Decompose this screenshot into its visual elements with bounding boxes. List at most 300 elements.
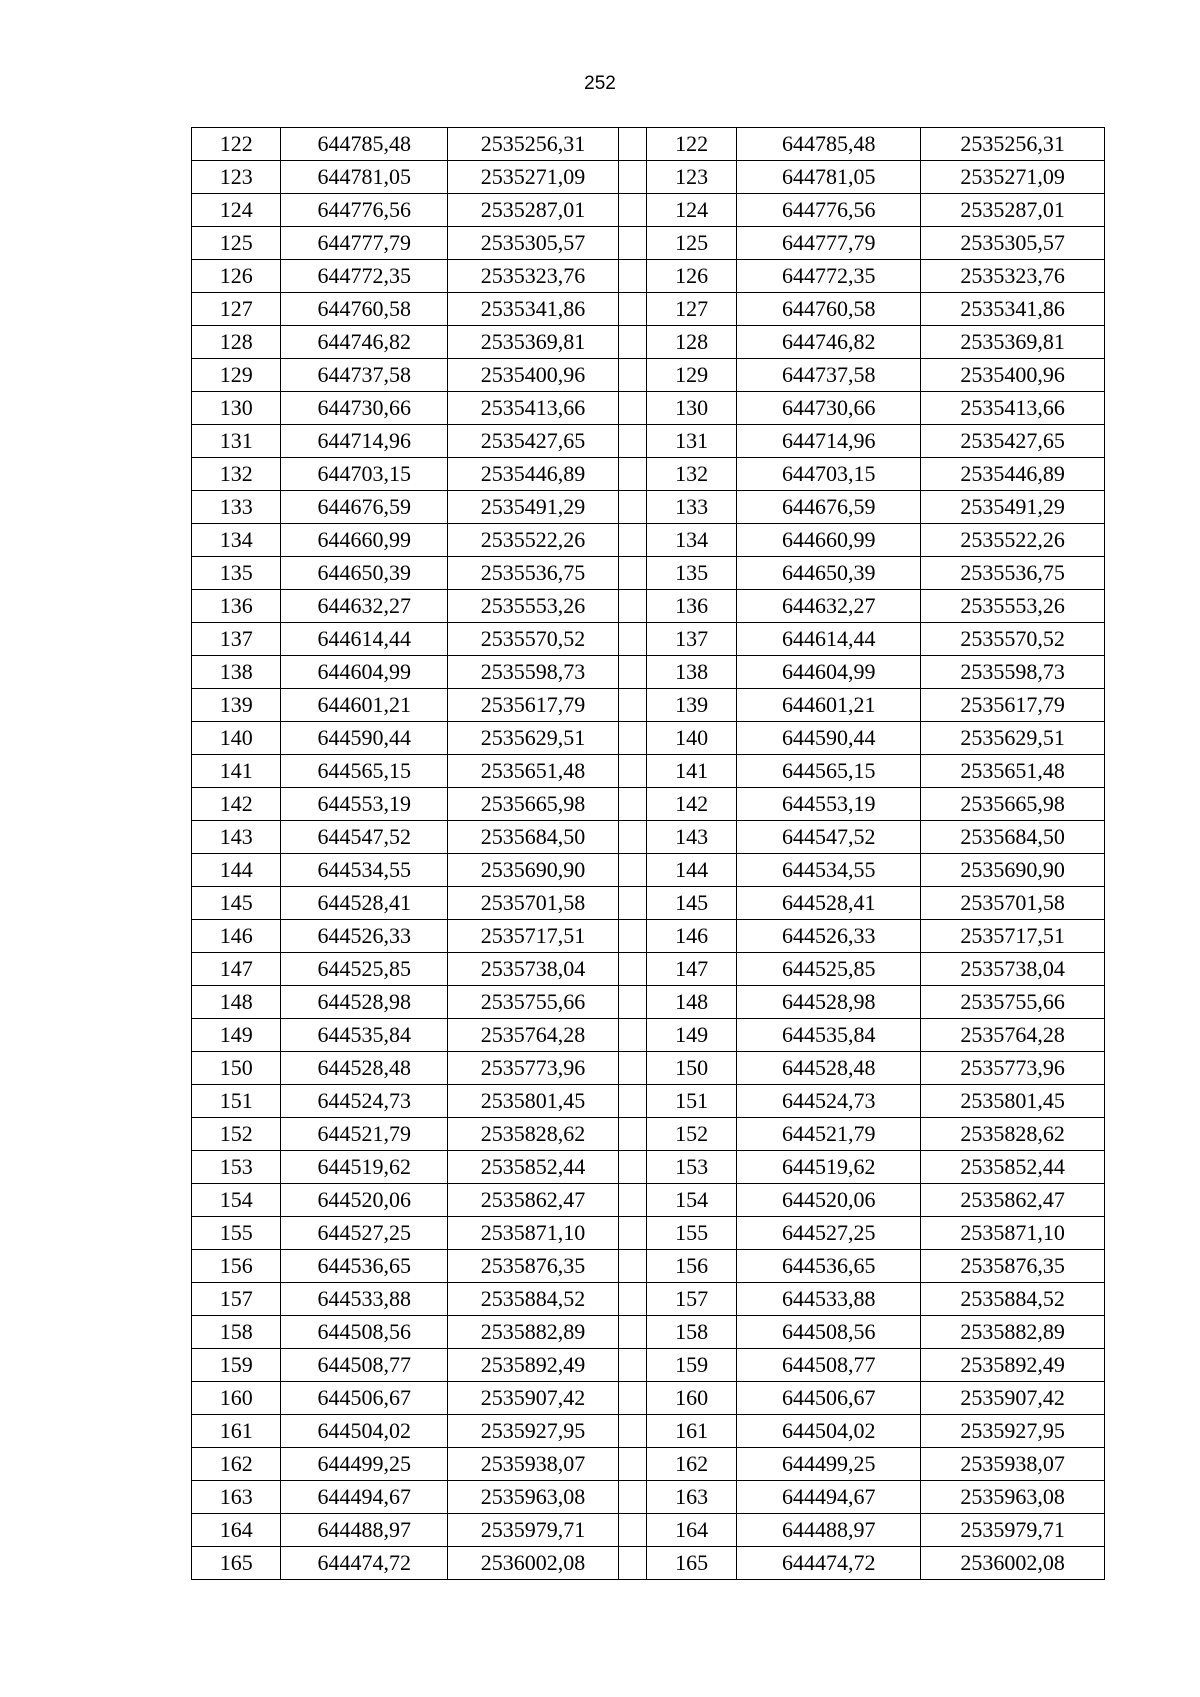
table-row — [192, 392, 1105, 425]
left-x-coordinate-cell: 644525,85 — [281, 953, 448, 986]
right-x-coordinate-cell: 644676,59 — [737, 491, 921, 524]
spacer-cell — [618, 557, 646, 590]
right-x-coordinate-cell: 644527,25 — [737, 1217, 921, 1250]
right-y-coordinate-cell: 2535287,01 — [921, 194, 1105, 227]
right-y-coordinate-cell: 2535852,44 — [921, 1151, 1105, 1184]
right-y-coordinate-cell: 2536002,08 — [921, 1547, 1105, 1580]
table-row — [192, 1316, 1105, 1349]
right-x-coordinate-cell: 644781,05 — [737, 161, 921, 194]
right-x-coordinate-cell: 644601,21 — [737, 689, 921, 722]
right-x-coordinate-cell: 644534,55 — [737, 854, 921, 887]
table-row — [192, 1547, 1105, 1580]
right-point-number-cell: 158 — [646, 1316, 736, 1349]
left-x-coordinate-cell: 644565,15 — [281, 755, 448, 788]
right-x-coordinate-cell: 644553,19 — [737, 788, 921, 821]
table-row — [192, 260, 1105, 293]
spacer-cell — [618, 1547, 646, 1580]
spacer-cell — [618, 1118, 646, 1151]
left-y-coordinate-cell: 2535617,79 — [448, 689, 619, 722]
left-y-coordinate-cell: 2535570,52 — [448, 623, 619, 656]
left-point-number-cell: 163 — [192, 1481, 281, 1514]
right-x-coordinate-cell: 644533,88 — [737, 1283, 921, 1316]
spacer-cell — [618, 1415, 646, 1448]
right-x-coordinate-cell: 644508,56 — [737, 1316, 921, 1349]
right-point-number-cell: 126 — [646, 260, 736, 293]
spacer-cell — [618, 194, 646, 227]
left-y-coordinate-cell: 2535871,10 — [448, 1217, 619, 1250]
left-point-number-cell: 158 — [192, 1316, 281, 1349]
spacer-cell — [618, 458, 646, 491]
table-row — [192, 1019, 1105, 1052]
right-y-coordinate-cell: 2535862,47 — [921, 1184, 1105, 1217]
left-point-number-cell: 153 — [192, 1151, 281, 1184]
right-point-number-cell: 162 — [646, 1448, 736, 1481]
left-x-coordinate-cell: 644528,48 — [281, 1052, 448, 1085]
left-point-number-cell: 135 — [192, 557, 281, 590]
left-y-coordinate-cell: 2535553,26 — [448, 590, 619, 623]
spacer-cell — [618, 953, 646, 986]
table-row — [192, 821, 1105, 854]
spacer-cell — [618, 623, 646, 656]
right-y-coordinate-cell: 2535963,08 — [921, 1481, 1105, 1514]
left-x-coordinate-cell: 644508,56 — [281, 1316, 448, 1349]
right-x-coordinate-cell: 644776,56 — [737, 194, 921, 227]
right-point-number-cell: 146 — [646, 920, 736, 953]
spacer-cell — [618, 722, 646, 755]
left-point-number-cell: 148 — [192, 986, 281, 1019]
right-point-number-cell: 149 — [646, 1019, 736, 1052]
right-point-number-cell: 138 — [646, 656, 736, 689]
left-point-number-cell: 128 — [192, 326, 281, 359]
spacer-cell — [618, 1019, 646, 1052]
table-row — [192, 227, 1105, 260]
right-point-number-cell: 160 — [646, 1382, 736, 1415]
spacer-cell — [618, 590, 646, 623]
right-x-coordinate-cell: 644488,97 — [737, 1514, 921, 1547]
spacer-cell — [618, 359, 646, 392]
right-x-coordinate-cell: 644519,62 — [737, 1151, 921, 1184]
left-y-coordinate-cell: 2535963,08 — [448, 1481, 619, 1514]
right-y-coordinate-cell: 2535617,79 — [921, 689, 1105, 722]
left-y-coordinate-cell: 2535755,66 — [448, 986, 619, 1019]
right-y-coordinate-cell: 2535690,90 — [921, 854, 1105, 887]
table-row — [192, 1217, 1105, 1250]
table-row — [192, 1085, 1105, 1118]
left-y-coordinate-cell: 2535927,95 — [448, 1415, 619, 1448]
right-point-number-cell: 157 — [646, 1283, 736, 1316]
spacer-cell — [618, 986, 646, 1019]
table-row — [192, 788, 1105, 821]
left-point-number-cell: 125 — [192, 227, 281, 260]
spacer-cell — [618, 788, 646, 821]
left-y-coordinate-cell: 2535341,86 — [448, 293, 619, 326]
spacer-cell — [618, 1448, 646, 1481]
table-row — [192, 1481, 1105, 1514]
left-y-coordinate-cell: 2535369,81 — [448, 326, 619, 359]
right-point-number-cell: 148 — [646, 986, 736, 1019]
left-point-number-cell: 126 — [192, 260, 281, 293]
left-y-coordinate-cell: 2535323,76 — [448, 260, 619, 293]
table-row — [192, 326, 1105, 359]
right-x-coordinate-cell: 644703,15 — [737, 458, 921, 491]
left-point-number-cell: 161 — [192, 1415, 281, 1448]
left-point-number-cell: 129 — [192, 359, 281, 392]
right-point-number-cell: 151 — [646, 1085, 736, 1118]
left-y-coordinate-cell: 2535862,47 — [448, 1184, 619, 1217]
table-row — [192, 1349, 1105, 1382]
table-row — [192, 986, 1105, 1019]
spacer-cell — [618, 392, 646, 425]
right-point-number-cell: 142 — [646, 788, 736, 821]
left-x-coordinate-cell: 644528,98 — [281, 986, 448, 1019]
right-y-coordinate-cell: 2535446,89 — [921, 458, 1105, 491]
left-y-coordinate-cell: 2535884,52 — [448, 1283, 619, 1316]
left-y-coordinate-cell: 2536002,08 — [448, 1547, 619, 1580]
right-x-coordinate-cell: 644506,67 — [737, 1382, 921, 1415]
page-number: 252 — [584, 73, 616, 94]
spacer-cell — [618, 1514, 646, 1547]
left-x-coordinate-cell: 644504,02 — [281, 1415, 448, 1448]
spacer-cell — [618, 1217, 646, 1250]
right-point-number-cell: 163 — [646, 1481, 736, 1514]
left-x-coordinate-cell: 644590,44 — [281, 722, 448, 755]
left-y-coordinate-cell: 2535271,09 — [448, 161, 619, 194]
right-x-coordinate-cell: 644632,27 — [737, 590, 921, 623]
left-y-coordinate-cell: 2535598,73 — [448, 656, 619, 689]
right-point-number-cell: 141 — [646, 755, 736, 788]
left-x-coordinate-cell: 644781,05 — [281, 161, 448, 194]
left-x-coordinate-cell: 644660,99 — [281, 524, 448, 557]
spacer-cell — [618, 128, 646, 161]
right-y-coordinate-cell: 2535738,04 — [921, 953, 1105, 986]
left-y-coordinate-cell: 2535522,26 — [448, 524, 619, 557]
spacer-cell — [618, 491, 646, 524]
right-x-coordinate-cell: 644504,02 — [737, 1415, 921, 1448]
spacer-cell — [618, 656, 646, 689]
right-x-coordinate-cell: 644508,77 — [737, 1349, 921, 1382]
left-point-number-cell: 156 — [192, 1250, 281, 1283]
right-y-coordinate-cell: 2535491,29 — [921, 491, 1105, 524]
right-x-coordinate-cell: 644535,84 — [737, 1019, 921, 1052]
left-point-number-cell: 131 — [192, 425, 281, 458]
right-y-coordinate-cell: 2535717,51 — [921, 920, 1105, 953]
spacer-cell — [618, 821, 646, 854]
spacer-cell — [618, 1052, 646, 1085]
left-y-coordinate-cell: 2535427,65 — [448, 425, 619, 458]
spacer-cell — [618, 854, 646, 887]
right-point-number-cell: 143 — [646, 821, 736, 854]
right-y-coordinate-cell: 2535341,86 — [921, 293, 1105, 326]
right-y-coordinate-cell: 2535938,07 — [921, 1448, 1105, 1481]
left-y-coordinate-cell: 2535738,04 — [448, 953, 619, 986]
table-row — [192, 359, 1105, 392]
right-point-number-cell: 156 — [646, 1250, 736, 1283]
right-point-number-cell: 152 — [646, 1118, 736, 1151]
left-point-number-cell: 134 — [192, 524, 281, 557]
right-point-number-cell: 145 — [646, 887, 736, 920]
right-x-coordinate-cell: 644604,99 — [737, 656, 921, 689]
table-row — [192, 1151, 1105, 1184]
table-row — [192, 1250, 1105, 1283]
right-x-coordinate-cell: 644525,85 — [737, 953, 921, 986]
left-point-number-cell: 165 — [192, 1547, 281, 1580]
left-y-coordinate-cell: 2535882,89 — [448, 1316, 619, 1349]
left-x-coordinate-cell: 644499,25 — [281, 1448, 448, 1481]
table-row — [192, 953, 1105, 986]
right-y-coordinate-cell: 2535927,95 — [921, 1415, 1105, 1448]
table-row — [192, 722, 1105, 755]
table-row — [192, 920, 1105, 953]
right-point-number-cell: 132 — [646, 458, 736, 491]
right-point-number-cell: 136 — [646, 590, 736, 623]
left-x-coordinate-cell: 644488,97 — [281, 1514, 448, 1547]
left-point-number-cell: 152 — [192, 1118, 281, 1151]
left-y-coordinate-cell: 2535892,49 — [448, 1349, 619, 1382]
right-point-number-cell: 139 — [646, 689, 736, 722]
right-x-coordinate-cell: 644565,15 — [737, 755, 921, 788]
right-y-coordinate-cell: 2535629,51 — [921, 722, 1105, 755]
right-y-coordinate-cell: 2535413,66 — [921, 392, 1105, 425]
spacer-cell — [618, 887, 646, 920]
table-row — [192, 293, 1105, 326]
left-y-coordinate-cell: 2535979,71 — [448, 1514, 619, 1547]
left-x-coordinate-cell: 644776,56 — [281, 194, 448, 227]
left-x-coordinate-cell: 644604,99 — [281, 656, 448, 689]
right-point-number-cell: 153 — [646, 1151, 736, 1184]
right-x-coordinate-cell: 644660,99 — [737, 524, 921, 557]
right-point-number-cell: 135 — [646, 557, 736, 590]
right-x-coordinate-cell: 644494,67 — [737, 1481, 921, 1514]
spacer-cell — [618, 1481, 646, 1514]
left-point-number-cell: 139 — [192, 689, 281, 722]
left-y-coordinate-cell: 2535717,51 — [448, 920, 619, 953]
right-x-coordinate-cell: 644520,06 — [737, 1184, 921, 1217]
right-y-coordinate-cell: 2535884,52 — [921, 1283, 1105, 1316]
left-y-coordinate-cell: 2535413,66 — [448, 392, 619, 425]
left-point-number-cell: 136 — [192, 590, 281, 623]
right-point-number-cell: 155 — [646, 1217, 736, 1250]
right-point-number-cell: 124 — [646, 194, 736, 227]
left-y-coordinate-cell: 2535690,90 — [448, 854, 619, 887]
left-x-coordinate-cell: 644519,62 — [281, 1151, 448, 1184]
right-x-coordinate-cell: 644737,58 — [737, 359, 921, 392]
left-point-number-cell: 159 — [192, 1349, 281, 1382]
coordinates-table-body — [192, 128, 1105, 1580]
left-x-coordinate-cell: 644730,66 — [281, 392, 448, 425]
table-row — [192, 425, 1105, 458]
right-y-coordinate-cell: 2535553,26 — [921, 590, 1105, 623]
left-y-coordinate-cell: 2535852,44 — [448, 1151, 619, 1184]
left-y-coordinate-cell: 2535938,07 — [448, 1448, 619, 1481]
right-point-number-cell: 123 — [646, 161, 736, 194]
right-y-coordinate-cell: 2535305,57 — [921, 227, 1105, 260]
right-point-number-cell: 165 — [646, 1547, 736, 1580]
right-x-coordinate-cell: 644772,35 — [737, 260, 921, 293]
left-point-number-cell: 149 — [192, 1019, 281, 1052]
right-x-coordinate-cell: 644760,58 — [737, 293, 921, 326]
spacer-cell — [618, 293, 646, 326]
right-point-number-cell: 129 — [646, 359, 736, 392]
table-row — [192, 1184, 1105, 1217]
left-point-number-cell: 137 — [192, 623, 281, 656]
left-point-number-cell: 154 — [192, 1184, 281, 1217]
spacer-cell — [618, 1283, 646, 1316]
left-x-coordinate-cell: 644508,77 — [281, 1349, 448, 1382]
left-x-coordinate-cell: 644526,33 — [281, 920, 448, 953]
right-x-coordinate-cell: 644528,98 — [737, 986, 921, 1019]
left-point-number-cell: 157 — [192, 1283, 281, 1316]
left-x-coordinate-cell: 644527,25 — [281, 1217, 448, 1250]
spacer-cell — [618, 1382, 646, 1415]
right-x-coordinate-cell: 644528,48 — [737, 1052, 921, 1085]
left-point-number-cell: 130 — [192, 392, 281, 425]
left-x-coordinate-cell: 644528,41 — [281, 887, 448, 920]
left-y-coordinate-cell: 2535801,45 — [448, 1085, 619, 1118]
left-point-number-cell: 143 — [192, 821, 281, 854]
left-point-number-cell: 145 — [192, 887, 281, 920]
table-row — [192, 1514, 1105, 1547]
right-point-number-cell: 133 — [646, 491, 736, 524]
right-y-coordinate-cell: 2535684,50 — [921, 821, 1105, 854]
left-y-coordinate-cell: 2535876,35 — [448, 1250, 619, 1283]
right-x-coordinate-cell: 644714,96 — [737, 425, 921, 458]
table-row — [192, 1118, 1105, 1151]
right-y-coordinate-cell: 2535892,49 — [921, 1349, 1105, 1382]
right-x-coordinate-cell: 644547,52 — [737, 821, 921, 854]
right-x-coordinate-cell: 644614,44 — [737, 623, 921, 656]
left-x-coordinate-cell: 644714,96 — [281, 425, 448, 458]
left-y-coordinate-cell: 2535629,51 — [448, 722, 619, 755]
table-row — [192, 557, 1105, 590]
table-row — [192, 161, 1105, 194]
right-point-number-cell: 147 — [646, 953, 736, 986]
left-y-coordinate-cell: 2535491,29 — [448, 491, 619, 524]
left-x-coordinate-cell: 644506,67 — [281, 1382, 448, 1415]
left-point-number-cell: 160 — [192, 1382, 281, 1415]
left-point-number-cell: 142 — [192, 788, 281, 821]
right-x-coordinate-cell: 644650,39 — [737, 557, 921, 590]
right-y-coordinate-cell: 2535536,75 — [921, 557, 1105, 590]
table-row — [192, 656, 1105, 689]
left-y-coordinate-cell: 2535828,62 — [448, 1118, 619, 1151]
right-y-coordinate-cell: 2535598,73 — [921, 656, 1105, 689]
left-x-coordinate-cell: 644632,27 — [281, 590, 448, 623]
left-point-number-cell: 140 — [192, 722, 281, 755]
spacer-cell — [618, 260, 646, 293]
right-x-coordinate-cell: 644474,72 — [737, 1547, 921, 1580]
right-y-coordinate-cell: 2535701,58 — [921, 887, 1105, 920]
right-y-coordinate-cell: 2535755,66 — [921, 986, 1105, 1019]
right-y-coordinate-cell: 2535882,89 — [921, 1316, 1105, 1349]
left-y-coordinate-cell: 2535446,89 — [448, 458, 619, 491]
left-point-number-cell: 162 — [192, 1448, 281, 1481]
left-y-coordinate-cell: 2535305,57 — [448, 227, 619, 260]
right-x-coordinate-cell: 644528,41 — [737, 887, 921, 920]
table-row — [192, 458, 1105, 491]
right-x-coordinate-cell: 644777,79 — [737, 227, 921, 260]
left-y-coordinate-cell: 2535256,31 — [448, 128, 619, 161]
right-y-coordinate-cell: 2535979,71 — [921, 1514, 1105, 1547]
left-x-coordinate-cell: 644536,65 — [281, 1250, 448, 1283]
left-x-coordinate-cell: 644746,82 — [281, 326, 448, 359]
right-y-coordinate-cell: 2535876,35 — [921, 1250, 1105, 1283]
left-y-coordinate-cell: 2535665,98 — [448, 788, 619, 821]
left-point-number-cell: 144 — [192, 854, 281, 887]
right-y-coordinate-cell: 2535256,31 — [921, 128, 1105, 161]
right-y-coordinate-cell: 2535522,26 — [921, 524, 1105, 557]
left-point-number-cell: 124 — [192, 194, 281, 227]
right-point-number-cell: 127 — [646, 293, 736, 326]
right-x-coordinate-cell: 644499,25 — [737, 1448, 921, 1481]
left-point-number-cell: 138 — [192, 656, 281, 689]
right-point-number-cell: 154 — [646, 1184, 736, 1217]
right-point-number-cell: 140 — [646, 722, 736, 755]
left-x-coordinate-cell: 644614,44 — [281, 623, 448, 656]
right-y-coordinate-cell: 2535773,96 — [921, 1052, 1105, 1085]
right-point-number-cell: 159 — [646, 1349, 736, 1382]
left-x-coordinate-cell: 644547,52 — [281, 821, 448, 854]
table-row — [192, 854, 1105, 887]
left-point-number-cell: 155 — [192, 1217, 281, 1250]
left-point-number-cell: 164 — [192, 1514, 281, 1547]
left-x-coordinate-cell: 644772,35 — [281, 260, 448, 293]
table-row — [192, 623, 1105, 656]
right-point-number-cell: 125 — [646, 227, 736, 260]
table-row — [192, 1448, 1105, 1481]
left-x-coordinate-cell: 644535,84 — [281, 1019, 448, 1052]
table-row — [192, 1052, 1105, 1085]
table-row — [192, 887, 1105, 920]
right-y-coordinate-cell: 2535271,09 — [921, 161, 1105, 194]
right-x-coordinate-cell: 644730,66 — [737, 392, 921, 425]
right-y-coordinate-cell: 2535651,48 — [921, 755, 1105, 788]
left-x-coordinate-cell: 644785,48 — [281, 128, 448, 161]
right-point-number-cell: 161 — [646, 1415, 736, 1448]
left-point-number-cell: 150 — [192, 1052, 281, 1085]
right-y-coordinate-cell: 2535665,98 — [921, 788, 1105, 821]
left-x-coordinate-cell: 644521,79 — [281, 1118, 448, 1151]
left-point-number-cell: 122 — [192, 128, 281, 161]
left-point-number-cell: 123 — [192, 161, 281, 194]
spacer-cell — [618, 161, 646, 194]
right-y-coordinate-cell: 2535323,76 — [921, 260, 1105, 293]
right-point-number-cell: 122 — [646, 128, 736, 161]
right-x-coordinate-cell: 644590,44 — [737, 722, 921, 755]
right-y-coordinate-cell: 2535907,42 — [921, 1382, 1105, 1415]
right-point-number-cell: 137 — [646, 623, 736, 656]
spacer-cell — [618, 1250, 646, 1283]
spacer-cell — [618, 1085, 646, 1118]
left-x-coordinate-cell: 644494,67 — [281, 1481, 448, 1514]
right-y-coordinate-cell: 2535871,10 — [921, 1217, 1105, 1250]
spacer-cell — [618, 689, 646, 722]
right-point-number-cell: 134 — [646, 524, 736, 557]
spacer-cell — [618, 425, 646, 458]
right-x-coordinate-cell: 644526,33 — [737, 920, 921, 953]
left-point-number-cell: 147 — [192, 953, 281, 986]
spacer-cell — [618, 524, 646, 557]
left-point-number-cell: 127 — [192, 293, 281, 326]
table-row — [192, 755, 1105, 788]
left-point-number-cell: 141 — [192, 755, 281, 788]
right-point-number-cell: 128 — [646, 326, 736, 359]
right-point-number-cell: 150 — [646, 1052, 736, 1085]
left-y-coordinate-cell: 2535684,50 — [448, 821, 619, 854]
coordinates-table — [191, 127, 1105, 1580]
right-y-coordinate-cell: 2535828,62 — [921, 1118, 1105, 1151]
left-point-number-cell: 133 — [192, 491, 281, 524]
left-x-coordinate-cell: 644650,39 — [281, 557, 448, 590]
